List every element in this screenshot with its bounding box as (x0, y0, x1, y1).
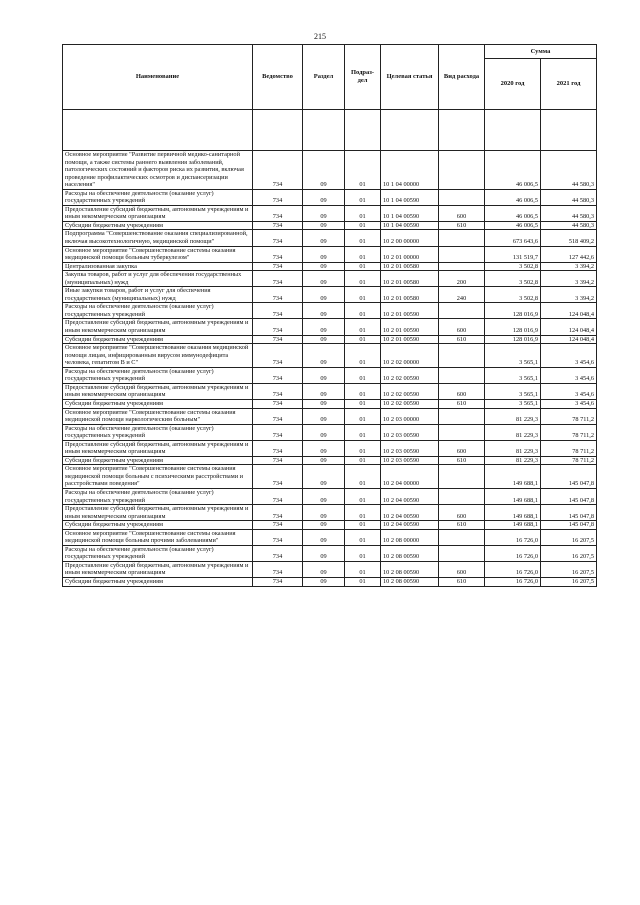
row-sum-2021: 145 047,8 (541, 488, 597, 504)
row-target: 10 2 03 00590 (381, 424, 439, 440)
row-sum-2020: 81 229,3 (485, 456, 541, 465)
row-department: 734 (253, 440, 303, 456)
row-target: 10 2 01 00590 (381, 319, 439, 335)
row-expense-type (439, 465, 485, 489)
row-target: 10 2 03 00590 (381, 456, 439, 465)
row-sum-2020: 149 688,1 (485, 521, 541, 530)
table-row (63, 189, 597, 205)
row-section: 09 (303, 529, 345, 545)
row-sum-2021: 3 394,2 (541, 287, 597, 303)
row-sum-2020: 128 016,9 (485, 303, 541, 319)
row-name: Предоставление субсидий бюджетным, автономным учреждениям и иным некоммерческим организациям (63, 383, 253, 399)
row-subsection: 01 (345, 262, 381, 271)
row-department: 734 (253, 344, 303, 368)
row-department: 734 (253, 262, 303, 271)
row-name: Расходы на обеспечение деятельности (оказание услуг) государственных учреждений (63, 545, 253, 561)
page-number: 215 (314, 32, 326, 41)
row-sum-2021: 3 394,2 (541, 271, 597, 287)
table-row (63, 545, 597, 561)
row-name: Расходы на обеспечение деятельности (оказание услуг) государственных учреждений (63, 189, 253, 205)
row-name: Подпрограмма "Совершенствование оказания специализированной, включая высокотехнологичную, медицинской помощи" (63, 230, 253, 246)
row-sum-2020: 673 643,6 (485, 230, 541, 246)
row-sum-2021: 145 047,8 (541, 521, 597, 530)
header-expense-type: Вид расхода (439, 45, 485, 110)
table-row (63, 561, 597, 577)
row-name: Предоставление субсидий бюджетным, автономным учреждениям и иным некоммерческим организациям (63, 205, 253, 221)
row-target: 10 2 02 00590 (381, 399, 439, 408)
row-expense-type: 610 (439, 221, 485, 230)
row-expense-type: 610 (439, 577, 485, 586)
row-department: 734 (253, 230, 303, 246)
row-target: 10 2 08 00590 (381, 577, 439, 586)
budget-table (62, 44, 597, 587)
row-name: Расходы на обеспечение деятельности (оказание услуг) государственных учреждений (63, 367, 253, 383)
row-target: 10 2 01 00590 (381, 335, 439, 344)
row-sum-2021: 78 711,2 (541, 424, 597, 440)
row-department: 734 (253, 456, 303, 465)
table-row (63, 271, 597, 287)
row-section: 09 (303, 440, 345, 456)
row-subsection: 01 (345, 303, 381, 319)
header-year-2021: 2021 год (541, 59, 597, 110)
row-name: Закупка товаров, работ и услуг для обеспечения государственных (муниципальных) нужд (63, 271, 253, 287)
table-row (63, 529, 597, 545)
row-section: 09 (303, 319, 345, 335)
row-subsection: 01 (345, 319, 381, 335)
row-section: 09 (303, 367, 345, 383)
row-sum-2021: 78 711,2 (541, 456, 597, 465)
row-sum-2020: 149 688,1 (485, 465, 541, 489)
header-sum: Сумма (485, 45, 597, 59)
row-name: Предоставление субсидий бюджетным, автономным учреждениям и иным некоммерческим организациям (63, 319, 253, 335)
row-target: 10 2 03 00590 (381, 440, 439, 456)
table-row (63, 230, 597, 246)
table-row (63, 151, 597, 190)
row-department: 734 (253, 189, 303, 205)
row-department: 734 (253, 424, 303, 440)
row-target: 10 2 01 00590 (381, 303, 439, 319)
row-name: Предоставление субсидий бюджетным, автономным учреждениям и иным некоммерческим организациям (63, 440, 253, 456)
row-expense-type: 610 (439, 456, 485, 465)
row-sum-2021: 16 207,5 (541, 577, 597, 586)
row-target: 10 2 08 00590 (381, 545, 439, 561)
table-row (63, 367, 597, 383)
row-section: 09 (303, 424, 345, 440)
row-name: Субсидии бюджетным учреждениям (63, 456, 253, 465)
row-name: Основное мероприятие "Совершенствование оказания медицинской помощи лицам, инфицированным вирусом иммунодефицита человека, гепатитом B и C" (63, 344, 253, 368)
row-subsection: 01 (345, 440, 381, 456)
row-expense-type (439, 230, 485, 246)
row-sum-2021: 3 454,6 (541, 399, 597, 408)
row-department: 734 (253, 521, 303, 530)
table-row (63, 488, 597, 504)
row-sum-2021: 44 580,3 (541, 151, 597, 190)
row-section: 09 (303, 221, 345, 230)
header-subsection: Подраз-дел (345, 45, 381, 110)
row-sum-2020: 46 006,5 (485, 189, 541, 205)
row-department: 734 (253, 271, 303, 287)
row-section: 09 (303, 577, 345, 586)
header-row-top (63, 45, 597, 59)
row-name: Основное мероприятие "Развитие первичной медико-санитарной помощи, а также системы раннего выявления заболеваний, патологических состояний и факторов риска их развития, включая проведение профилактических осмотров и диспансеризации населения" (63, 151, 253, 190)
row-sum-2020: 46 006,5 (485, 221, 541, 230)
row-target: 10 2 02 00590 (381, 367, 439, 383)
table-row (63, 205, 597, 221)
row-sum-2021: 518 409,2 (541, 230, 597, 246)
row-expense-type (439, 529, 485, 545)
row-expense-type (439, 151, 485, 190)
row-target: 10 2 02 00590 (381, 383, 439, 399)
row-sum-2020: 128 016,9 (485, 335, 541, 344)
row-name: Субсидии бюджетным учреждениям (63, 521, 253, 530)
table-row (63, 424, 597, 440)
row-expense-type: 610 (439, 521, 485, 530)
row-section: 09 (303, 303, 345, 319)
row-sum-2021: 16 207,5 (541, 529, 597, 545)
row-department: 734 (253, 303, 303, 319)
row-subsection: 01 (345, 344, 381, 368)
row-department: 734 (253, 399, 303, 408)
row-department: 734 (253, 151, 303, 190)
row-name: Субсидии бюджетным учреждениям (63, 221, 253, 230)
row-section: 09 (303, 189, 345, 205)
table-row (63, 505, 597, 521)
row-department: 734 (253, 319, 303, 335)
row-department: 734 (253, 383, 303, 399)
table-row (63, 440, 597, 456)
row-section: 09 (303, 335, 345, 344)
row-sum-2021: 127 442,6 (541, 246, 597, 262)
header-department: Ведомство (253, 45, 303, 110)
row-subsection: 01 (345, 205, 381, 221)
row-subsection: 01 (345, 456, 381, 465)
row-name: Основное мероприятие "Совершенствование системы оказания медицинской помощи больным прочими заболеваниями" (63, 529, 253, 545)
row-sum-2021: 16 207,5 (541, 545, 597, 561)
table-row (63, 319, 597, 335)
row-sum-2020: 3 565,1 (485, 399, 541, 408)
row-target: 10 2 04 00590 (381, 505, 439, 521)
row-expense-type (439, 246, 485, 262)
row-sum-2021: 78 711,2 (541, 408, 597, 424)
row-sum-2020: 81 229,3 (485, 424, 541, 440)
row-department: 734 (253, 221, 303, 230)
row-expense-type: 610 (439, 399, 485, 408)
row-sum-2020: 3 502,8 (485, 271, 541, 287)
row-expense-type (439, 344, 485, 368)
row-section: 09 (303, 271, 345, 287)
row-sum-2021: 44 580,3 (541, 205, 597, 221)
row-section: 09 (303, 205, 345, 221)
row-sum-2020: 81 229,3 (485, 408, 541, 424)
row-subsection: 01 (345, 383, 381, 399)
row-name: Расходы на обеспечение деятельности (оказание услуг) государственных учреждений (63, 303, 253, 319)
row-sum-2020: 16 726,0 (485, 529, 541, 545)
row-sum-2020: 46 006,5 (485, 151, 541, 190)
row-sum-2021: 3 394,2 (541, 262, 597, 271)
row-expense-type: 600 (439, 505, 485, 521)
row-name: Расходы на обеспечение деятельности (оказание услуг) государственных учреждений (63, 424, 253, 440)
row-expense-type: 600 (439, 383, 485, 399)
row-subsection: 01 (345, 424, 381, 440)
row-sum-2020: 16 726,0 (485, 545, 541, 561)
row-expense-type (439, 545, 485, 561)
row-subsection: 01 (345, 408, 381, 424)
row-section: 09 (303, 399, 345, 408)
row-target: 10 2 08 00590 (381, 561, 439, 577)
row-target: 10 2 00 00000 (381, 230, 439, 246)
row-subsection: 01 (345, 465, 381, 489)
row-subsection: 01 (345, 529, 381, 545)
row-expense-type (439, 408, 485, 424)
row-expense-type (439, 367, 485, 383)
row-section: 09 (303, 456, 345, 465)
row-department: 734 (253, 577, 303, 586)
row-name: Субсидии бюджетным учреждениям (63, 335, 253, 344)
row-subsection: 01 (345, 488, 381, 504)
row-section: 09 (303, 383, 345, 399)
table-body (63, 110, 597, 587)
row-subsection: 01 (345, 271, 381, 287)
row-name: Основное мероприятие "Совершенствование системы оказания медицинской помощи больным с психическими расстройствами и расстройствами поведения" (63, 465, 253, 489)
row-section: 09 (303, 505, 345, 521)
row-target: 10 2 01 00580 (381, 271, 439, 287)
row-subsection: 01 (345, 577, 381, 586)
row-sum-2020: 16 726,0 (485, 561, 541, 577)
row-subsection: 01 (345, 189, 381, 205)
row-sum-2021: 3 454,6 (541, 367, 597, 383)
row-department: 734 (253, 545, 303, 561)
table-row (63, 262, 597, 271)
row-name: Расходы на обеспечение деятельности (оказание услуг) государственных учреждений (63, 488, 253, 504)
row-target: 10 1 04 00590 (381, 189, 439, 205)
row-department: 734 (253, 287, 303, 303)
row-name: Субсидии бюджетным учреждениям (63, 399, 253, 408)
row-sum-2021: 145 047,8 (541, 465, 597, 489)
row-target: 10 2 01 00000 (381, 246, 439, 262)
row-expense-type: 610 (439, 335, 485, 344)
row-section: 09 (303, 521, 345, 530)
row-department: 734 (253, 488, 303, 504)
row-target: 10 2 02 00000 (381, 344, 439, 368)
row-sum-2020: 149 688,1 (485, 505, 541, 521)
row-target: 10 1 04 00590 (381, 205, 439, 221)
row-sum-2021: 44 580,3 (541, 189, 597, 205)
row-target: 10 2 04 00590 (381, 488, 439, 504)
table-row (63, 399, 597, 408)
header-section: Раздел (303, 45, 345, 110)
row-section: 09 (303, 230, 345, 246)
row-sum-2021: 78 711,2 (541, 440, 597, 456)
row-department: 734 (253, 465, 303, 489)
row-department: 734 (253, 367, 303, 383)
row-section: 09 (303, 545, 345, 561)
table-row (63, 465, 597, 489)
row-department: 734 (253, 408, 303, 424)
row-sum-2020: 16 726,0 (485, 577, 541, 586)
row-expense-type (439, 262, 485, 271)
row-section: 09 (303, 344, 345, 368)
row-sum-2020: 3 565,1 (485, 383, 541, 399)
row-target: 10 2 01 00580 (381, 262, 439, 271)
row-department: 734 (253, 561, 303, 577)
row-subsection: 01 (345, 287, 381, 303)
row-subsection: 01 (345, 151, 381, 190)
table-row (63, 456, 597, 465)
table-row (63, 383, 597, 399)
row-expense-type (439, 303, 485, 319)
row-target: 10 2 08 00000 (381, 529, 439, 545)
table-row (63, 303, 597, 319)
header-year-2020: 2020 год (485, 59, 541, 110)
row-section: 09 (303, 465, 345, 489)
row-subsection: 01 (345, 221, 381, 230)
row-target: 10 1 04 00590 (381, 221, 439, 230)
row-sum-2020: 3 502,8 (485, 287, 541, 303)
row-subsection: 01 (345, 246, 381, 262)
row-section: 09 (303, 151, 345, 190)
row-target: 10 2 04 00590 (381, 521, 439, 530)
row-department: 734 (253, 335, 303, 344)
row-subsection: 01 (345, 230, 381, 246)
table-row (63, 577, 597, 586)
row-section: 09 (303, 287, 345, 303)
row-expense-type: 600 (439, 319, 485, 335)
row-sum-2020: 46 006,5 (485, 205, 541, 221)
row-sum-2021: 3 454,6 (541, 383, 597, 399)
row-expense-type: 200 (439, 271, 485, 287)
row-subsection: 01 (345, 367, 381, 383)
row-department: 734 (253, 505, 303, 521)
row-name: Основное мероприятие "Совершенствование системы оказания медицинской помощи больным туберкулезом" (63, 246, 253, 262)
row-expense-type (439, 424, 485, 440)
table-row (63, 287, 597, 303)
row-sum-2020: 81 229,3 (485, 440, 541, 456)
table-row (63, 335, 597, 344)
row-department: 734 (253, 205, 303, 221)
row-section: 09 (303, 488, 345, 504)
row-name: Субсидии бюджетным учреждениям (63, 577, 253, 586)
row-expense-type: 600 (439, 205, 485, 221)
row-section: 09 (303, 408, 345, 424)
row-target: 10 2 01 00580 (381, 287, 439, 303)
row-subsection: 01 (345, 335, 381, 344)
row-sum-2020: 3 565,1 (485, 344, 541, 368)
spacer-row (63, 110, 597, 151)
header-target: Целевая статья (381, 45, 439, 110)
row-sum-2021: 44 580,3 (541, 221, 597, 230)
header-name: Наименование (63, 45, 253, 110)
row-subsection: 01 (345, 561, 381, 577)
row-target: 10 2 03 00000 (381, 408, 439, 424)
table-row (63, 344, 597, 368)
row-sum-2021: 124 048,4 (541, 335, 597, 344)
table-row (63, 246, 597, 262)
row-expense-type (439, 189, 485, 205)
row-expense-type: 240 (439, 287, 485, 303)
row-name: Предоставление субсидий бюджетным, автономным учреждениям и иным некоммерческим организациям (63, 505, 253, 521)
row-section: 09 (303, 262, 345, 271)
row-name: Основное мероприятие "Совершенствование системы оказания медицинской помощи наркологическим больным" (63, 408, 253, 424)
row-sum-2020: 149 688,1 (485, 488, 541, 504)
row-sum-2021: 145 047,8 (541, 505, 597, 521)
row-expense-type: 600 (439, 440, 485, 456)
table-row (63, 408, 597, 424)
row-expense-type (439, 488, 485, 504)
table-row (63, 221, 597, 230)
row-subsection: 01 (345, 521, 381, 530)
row-department: 734 (253, 246, 303, 262)
row-sum-2020: 128 016,9 (485, 319, 541, 335)
row-target: 10 1 04 00000 (381, 151, 439, 190)
row-sum-2021: 16 207,5 (541, 561, 597, 577)
row-section: 09 (303, 561, 345, 577)
row-sum-2021: 124 048,4 (541, 319, 597, 335)
row-name: Иные закупки товаров, работ и услуг для обеспечения государственных (муниципальных) нужд (63, 287, 253, 303)
row-name: Предоставление субсидий бюджетным, автономным учреждениям и иным некоммерческим организациям (63, 561, 253, 577)
row-sum-2021: 124 048,4 (541, 303, 597, 319)
row-name: Централизованная закупка (63, 262, 253, 271)
row-expense-type: 600 (439, 561, 485, 577)
row-subsection: 01 (345, 505, 381, 521)
row-sum-2020: 131 519,7 (485, 246, 541, 262)
row-section: 09 (303, 246, 345, 262)
table-row (63, 521, 597, 530)
row-department: 734 (253, 529, 303, 545)
row-sum-2020: 3 565,1 (485, 367, 541, 383)
row-sum-2021: 3 454,6 (541, 344, 597, 368)
row-target: 10 2 04 00000 (381, 465, 439, 489)
row-subsection: 01 (345, 399, 381, 408)
row-sum-2020: 3 502,8 (485, 262, 541, 271)
row-subsection: 01 (345, 545, 381, 561)
